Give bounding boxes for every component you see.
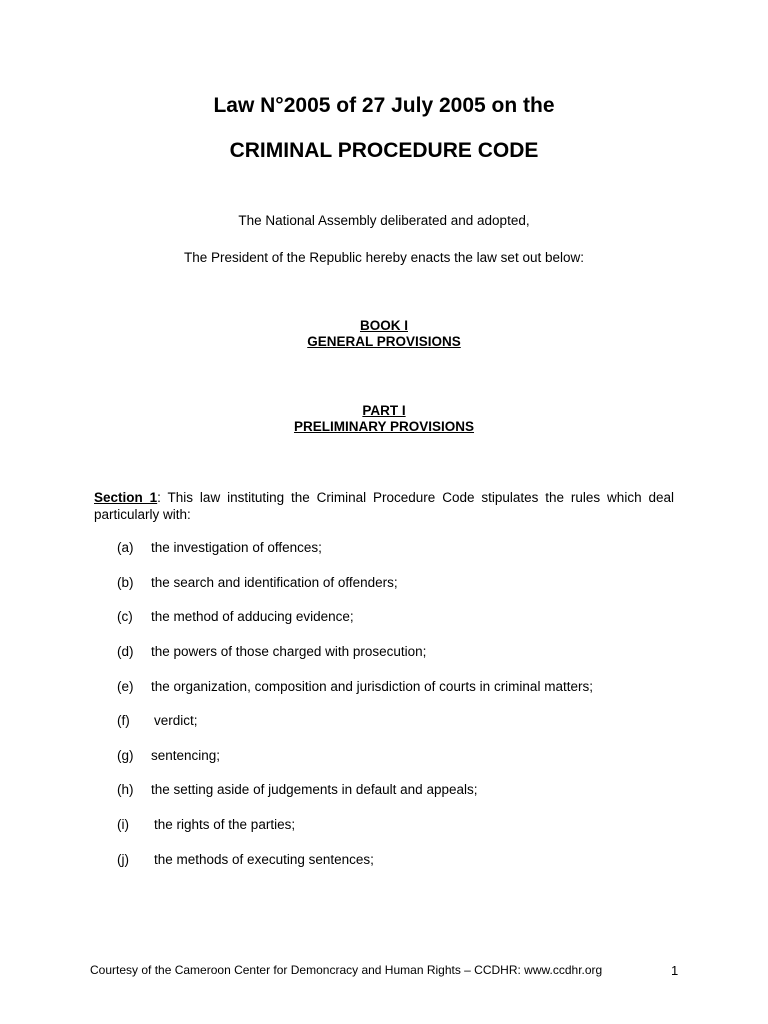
- list-item-text: the search and identification of offenders;: [151, 575, 398, 590]
- preamble-line-2: The President of the Republic hereby enacts the law set out below:: [184, 250, 584, 265]
- list-item-text: the rights of the parties;: [154, 817, 296, 832]
- list-item-text: the organization, composition and jurisdiction of courts in criminal matters;: [151, 679, 593, 694]
- section-1-label: Section 1: [94, 490, 158, 505]
- list-item-text: the method of adducing evidence;: [151, 609, 354, 624]
- list-item-marker: (e): [117, 679, 134, 694]
- book-heading: [0, 318, 768, 350]
- list-item-text: the methods of executing sentences;: [154, 852, 374, 867]
- title-line-1: Law N°2005 of 27 July 2005 on the: [213, 94, 555, 117]
- list-item-marker: (f): [117, 713, 130, 728]
- list-item-marker: (i): [117, 817, 129, 832]
- list-item-text: verdict;: [154, 713, 198, 728]
- list-item-marker: (b): [117, 575, 134, 590]
- list-item-marker: (j): [117, 852, 129, 867]
- title-line-2: CRIMINAL PROCEDURE CODE: [229, 139, 539, 162]
- part-title: PRELIMINARY PROVISIONS: [293, 419, 475, 434]
- list-item-text: the investigation of offences;: [151, 540, 322, 555]
- part-heading: [0, 403, 768, 435]
- list-item-text: the powers of those charged with prosecution;: [151, 644, 427, 659]
- list-item-text: the setting aside of judgements in default and appeals;: [151, 782, 478, 797]
- section-1-paragraph: [94, 489, 674, 523]
- page-number: 1: [671, 963, 679, 978]
- footer-credit: Courtesy of the Cameroon Center for Demoncracy and Human Rights – CCDHR: www.ccdhr.org: [90, 963, 603, 977]
- list-item-marker: (a): [117, 540, 134, 555]
- list-item-text: sentencing;: [151, 748, 221, 763]
- list-item-marker: (h): [117, 782, 134, 797]
- preamble-line-1: The National Assembly deliberated and adopted,: [238, 213, 530, 228]
- part-label: PART I: [362, 403, 406, 418]
- list-item-marker: (c): [117, 609, 133, 624]
- list-item-marker: (d): [117, 644, 134, 659]
- section-1-text: : This law instituting the Criminal Procedure Code stipulates the rules which deal particularly with:: [94, 490, 674, 522]
- list-item-marker: (g): [117, 748, 134, 763]
- book-label: BOOK I: [359, 318, 408, 333]
- book-title: GENERAL PROVISIONS: [307, 334, 461, 349]
